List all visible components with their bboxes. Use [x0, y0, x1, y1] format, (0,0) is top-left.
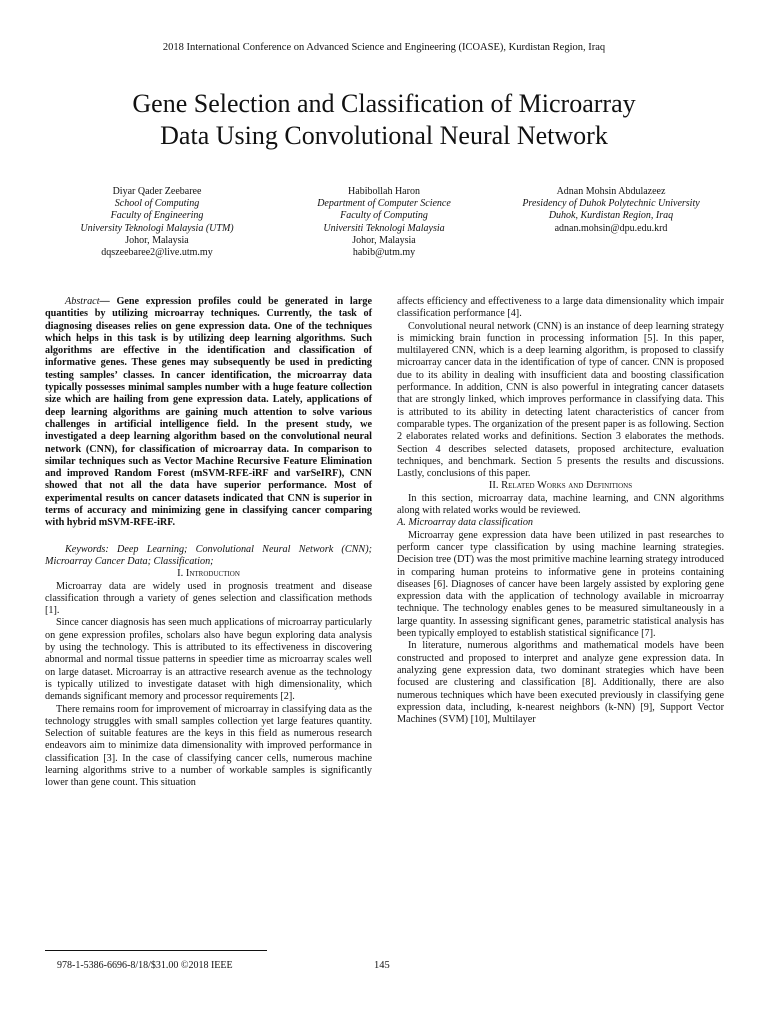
subsection-heading-microarray: A. Microarray data classification — [397, 517, 534, 529]
section-heading-related-works: II. Related Works and Definitions — [488, 480, 633, 492]
paragraph: Microarray data are widely used in prognosis treatment and disease classification through a variety of genes selection and classification methods [1]. — [45, 580, 372, 617]
author-name: Adnan Mohsin Abdulazeez — [556, 186, 666, 197]
author-1 — [44, 186, 270, 259]
author-email: dqszeebaree2@live.utm.my — [101, 247, 213, 259]
author-name: Habibollah Haron — [348, 186, 420, 197]
author-affiliation: School of Computing — [114, 198, 200, 210]
author-affiliation: University Teknologi Malaysia (UTM) — [80, 222, 234, 234]
author-affiliation: Presidency of Duhok Polytechnic University — [522, 198, 700, 210]
footnote-divider — [45, 950, 267, 951]
author-affiliation: Faculty of Engineering — [110, 210, 204, 222]
paragraph: In this section, microarray data, machine learning, and CNN algorithms along with related works would be reviewed. — [397, 492, 724, 517]
section-heading-introduction: I. Introduction — [177, 568, 240, 580]
page-number: 145 — [374, 960, 390, 971]
paragraph: Since cancer diagnosis has seen much applications of microarray particularly on gene expression profiles, scholars also have begun exploring data analysis by using the technology. This is attributed to its effectiveness in discovering abnormal and normal tissue patterns in speedier time as microarray scales well on large dataset. Microarray is an attractive research avenue as the technology is typically utilized to investigate dataset with high dimensionality, which demands significant memory and processor requirements [2]. — [45, 617, 372, 703]
paragraph: In literature, numerous algorithms and mathematical models have been constructed and proposed to interpret and analyze gene expression data. In analyzing gene expression data, two dominant strategies which have been focused are clustering and classification [8]. Additionally, there are also numerous techniques which have been executed previously in classifying gene expression data, including, k-nearest neighbors (k-NN) [9], Support Vector Machines (SVM) [10], Multilayer — [397, 640, 724, 726]
author-block — [44, 186, 724, 259]
abstract-text: — Gene expression profiles could be generated in large quantities by utilizing microarray techniques. Currently, the task of diagnosing diseases relies on gene expression data. One of the techniques which helps in this task is by utilizing deep learning algorithms. Such algorithms are effective in the identification and classification of informative genes. These genes may subsequently be used in predicting testing samples’ classes. In cancer identification, the microarray data typically possesses minimal samples number with a huge feature collection size which are hailing from gene expression data. Lately, applications of deep learning algorithms are gaining much attention to solve various challenges in artificial intelligence field. In the present study, we investigated a deep learning algorithm based on the convolutional neural network (CNN), for classification of microarray data. In comparison to similar techniques such as Vector Machine Recursive Feature Elimination and improved Random Forest (mSVM-RFE-iRF and varSeIRF), CNN showed that not all the data have superior performance. Most of experimental results on cancer datasets indicated that CNN is superior in terms of accuracy and minimizing gene in classifying cancer comparing with hybrid mSVM-RFE-iRF. — [45, 296, 372, 529]
paragraph: Microarray gene expression data have been utilized in past researches to perform cancer type classification by using machine learning strategies. Decision tree (DT) was the most primitive machine learning strategy introduced in comparing human proteins to informative gene in proteins containing diseases [6]. Diagnoses of cancer have been largely assisted by exploring gene expression data with the application of technology available in microarray technique. The technology enables genes to be measured simultaneously in a large quantity. In assessing significant genes, parametric statistical analysis has been typically employed to establish statistical significance [7]. — [397, 529, 724, 640]
paper-title — [60, 88, 708, 152]
author-email: adnan.mohsin@dpu.edu.krd — [554, 222, 668, 234]
title-line-1: Gene Selection and Classification of Microarray — [132, 89, 636, 118]
abstract-label: Abstract — [65, 296, 100, 307]
paragraph: There remains room for improvement of microarray in classifying data as the technology struggles with small samples collection yet large features quantity. Selection of suitable features are the keys in this field as numerous research endeavors aim to minimize data dimensionality with improved performance in classification [3]. In the case of classifying cancer cells, numerous machine learning algorithms strive to a number of workable samples is significantly lower than gene count. This situation — [45, 703, 372, 789]
author-location: Johor, Malaysia — [125, 234, 189, 246]
copyright-footnote: 978-1-5386-6696-8/18/$31.00 ©2018 IEEE — [57, 960, 233, 971]
left-column — [45, 296, 372, 790]
author-affiliation: Department of Computer Science — [317, 198, 451, 210]
author-email: habib@utm.my — [352, 247, 416, 259]
author-affiliation: Faculty of Computing — [340, 210, 428, 222]
abstract — [45, 296, 372, 530]
author-affiliation: Universiti Teknologi Malaysia — [323, 222, 445, 234]
author-affiliation: Duhok, Kurdistan Region, Iraq — [548, 210, 674, 222]
title-line-2: Data Using Convolutional Neural Network — [160, 121, 608, 150]
conference-header: 2018 International Conference on Advanced Science and Engineering (ICOASE), Kurdistan Region, Iraq — [162, 42, 606, 53]
keywords: Keywords: Deep Learning; Convolutional Neural Network (CNN); Microarray Cancer Data; Classification; — [45, 543, 372, 567]
right-column — [397, 296, 724, 726]
author-location: Johor, Malaysia — [352, 234, 416, 246]
author-2 — [271, 186, 497, 259]
paragraph: affects efficiency and effectiveness to a large data dimensionality which impair classification performance [4]. — [397, 296, 724, 320]
author-3 — [498, 186, 724, 259]
author-name: Diyar Qader Zeebaree — [112, 186, 202, 197]
paragraph: Convolutional neural network (CNN) is an instance of deep learning strategy is mimicking brain function in processing information [5]. In this paper, multilayered CNN, which is a deep learning algorithm, is proposed to classify microarray cancer data in the identification of type of cancer. CNN is proposed due to its ability in dealing with insufficient data and boosting classification performance. In addition, CNN is also powerful in integrating cancer datasets that are strongly linked, which improves performance in classifying data. This is attributed to its ability in detecting latent characteristics of cancer from comparable types. The organization of the present paper is as following. Section 2 elaborates related works and definitions. Section 3 elaborates the methods. Section 4 describes selected datasets, proposed architecture, evaluation techniques, and benchmark. Section 5 presents the results and discussions. Lastly, conclusions of this paper. — [397, 320, 724, 480]
